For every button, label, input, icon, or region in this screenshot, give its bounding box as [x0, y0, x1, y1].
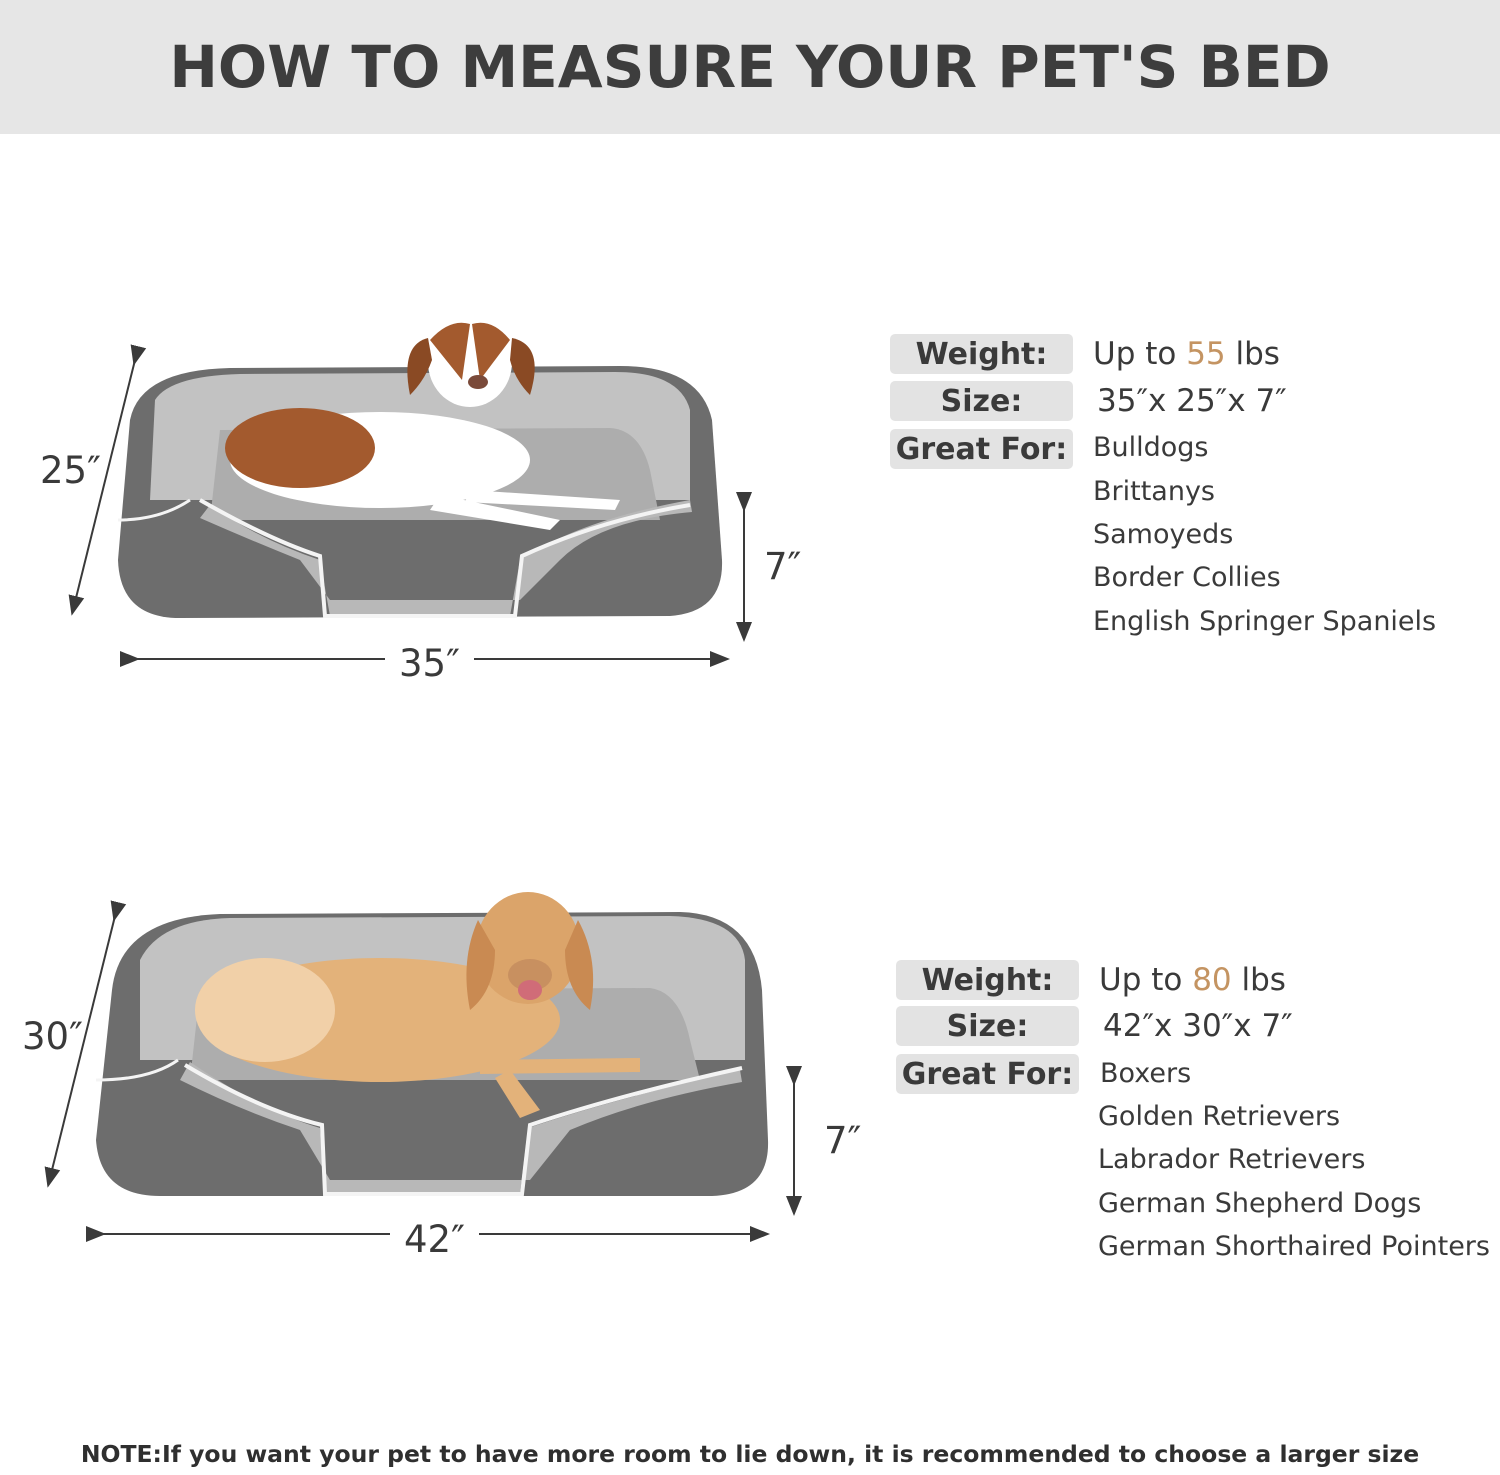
great-for-label: Great For:	[896, 1054, 1079, 1094]
length-dimension-label: 42″	[390, 1221, 479, 1258]
size-label: Size:	[896, 1006, 1079, 1046]
weight-row	[896, 960, 1286, 1000]
height-dimension-label: 7″	[764, 545, 802, 588]
weight-prefix: Up to	[1093, 336, 1187, 372]
weight-label: Weight:	[896, 960, 1079, 1000]
breed-item: Golden Retrievers	[1098, 1101, 1341, 1132]
breed-item: Boxers	[1100, 1058, 1192, 1089]
length-dimension-label: 35″	[385, 645, 474, 682]
breed-item: Brittanys	[1093, 476, 1216, 507]
breed-item: Border Collies	[1093, 562, 1281, 593]
size-row	[896, 1006, 1293, 1046]
width-dimension-label: 30″	[22, 1015, 83, 1058]
breed-item: Samoyeds	[1093, 519, 1234, 550]
weight-label: Weight:	[890, 334, 1073, 374]
weight-unit: lbs	[1231, 962, 1286, 998]
height-dimension-label: 7″	[824, 1119, 862, 1162]
great-for-label: Great For:	[890, 429, 1073, 469]
size-value: 35″x 25″x 7″	[1097, 383, 1287, 419]
size-value: 42″x 30″x 7″	[1103, 1008, 1293, 1044]
breed-item: German Shepherd Dogs	[1098, 1188, 1422, 1219]
page-title: HOW TO MEASURE YOUR PET'S BED	[169, 33, 1331, 101]
weight-value	[1099, 962, 1286, 998]
breed-item: Bulldogs	[1093, 432, 1209, 463]
breed-item: English Springer Spaniels	[1093, 606, 1437, 637]
footer-note: NOTE:If you want your pet to have more room to lie down, it is recommended to choose a larger size	[80, 1440, 1420, 1468]
weight-number: 55	[1186, 336, 1226, 372]
width-dimension-label: 25″	[40, 449, 101, 492]
breed-item: Labrador Retrievers	[1098, 1144, 1366, 1175]
great-for-row	[896, 1054, 1079, 1094]
size-label: Size:	[890, 381, 1073, 421]
weight-prefix: Up to	[1099, 962, 1193, 998]
weight-number: 80	[1192, 962, 1232, 998]
weight-unit: lbs	[1225, 336, 1280, 372]
breed-item: German Shorthaired Pointers	[1098, 1231, 1490, 1262]
